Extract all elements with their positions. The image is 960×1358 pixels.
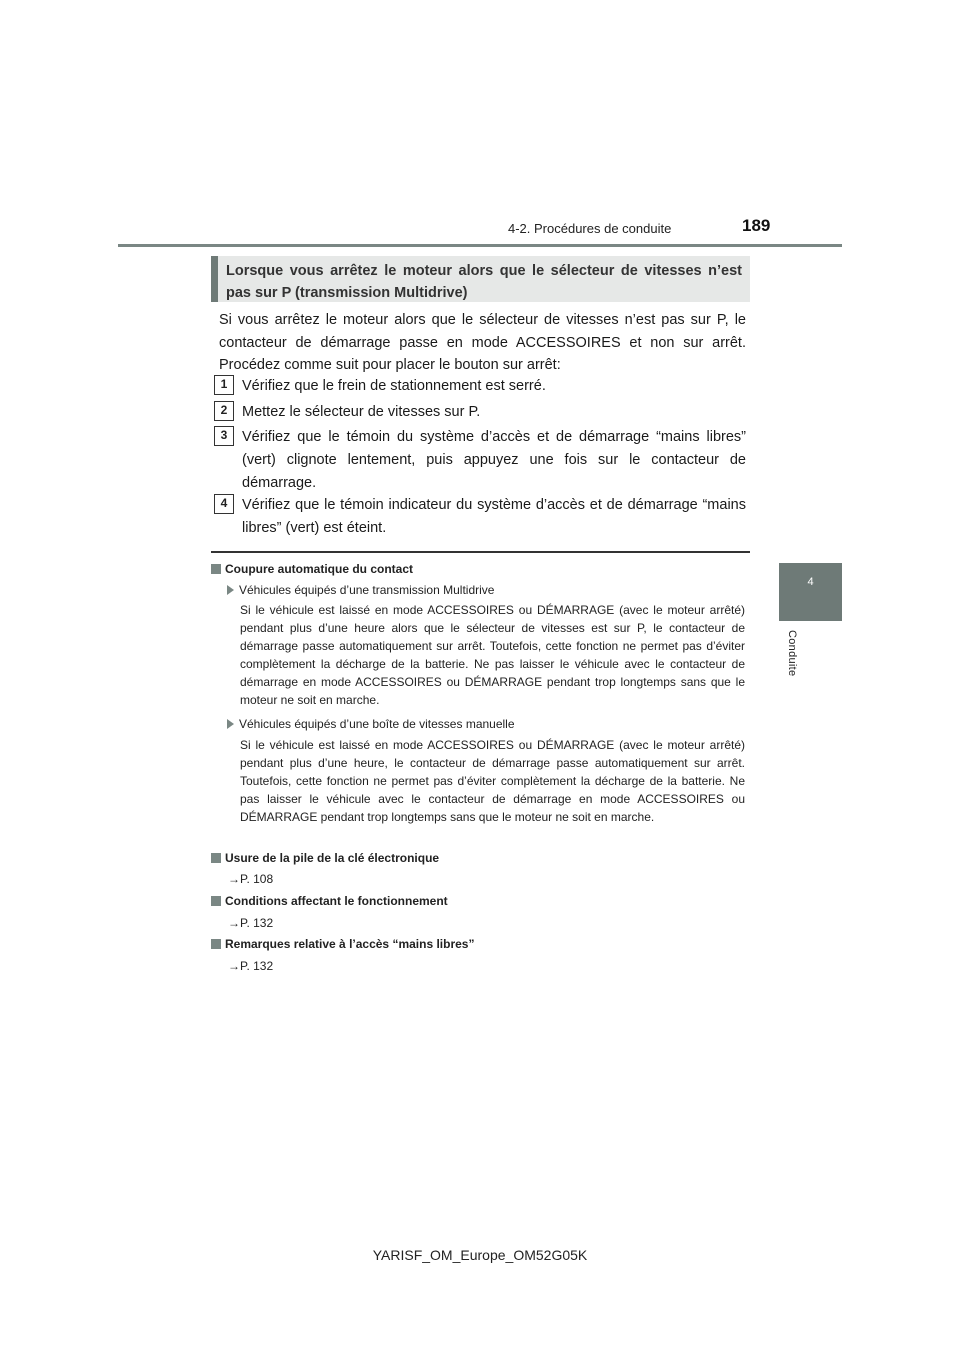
note-subheading-text: Véhicules équipés d’une transmission Multidrive (239, 583, 495, 597)
square-bullet-icon (211, 896, 221, 906)
note-heading (211, 851, 439, 865)
triangle-bullet-icon (227, 719, 234, 729)
header-rule (118, 244, 842, 247)
chapter-tab-number: 4 (807, 576, 814, 588)
note-subheading (227, 717, 515, 731)
note-heading-text: Usure de la pile de la clé électronique (225, 851, 440, 865)
note-heading-text: Conditions affectant le fonctionnement (225, 894, 448, 908)
section-divider (211, 551, 750, 553)
chapter-tab-label: Conduite (786, 630, 798, 677)
section-title: Lorsque vous arrêtez le moteur alors que le sélecteur de vitesses n’est pas sur P (transmission Multidrive) (226, 263, 742, 301)
step-number: 1 (214, 375, 234, 395)
note-heading (211, 562, 413, 576)
document-code-footer: YARISF_OM_Europe_OM52G05K (372, 1247, 588, 1263)
note-heading-text: Coupure automatique du contact (225, 562, 414, 576)
step-text: Vérifiez que le frein de stationnement est serré. (242, 378, 546, 394)
chapter-tab-label-wrap (786, 630, 806, 690)
square-bullet-icon (211, 939, 221, 949)
note-subheading-text: Véhicules équipés d’une boîte de vitesses manuelle (239, 717, 515, 731)
intro-paragraph: Si vous arrêtez le moteur alors que le sélecteur de vitesses n’est pas sur P, le contacteur de démarrage passe en mode ACCESSOIRES et non sur arrêt. Procédez comme suit pour placer le bouton sur arrêt: (219, 312, 746, 373)
page-reference: →P. 132 (228, 916, 274, 930)
square-bullet-icon (211, 853, 221, 863)
square-bullet-icon (211, 564, 221, 574)
note-subheading (227, 583, 494, 597)
section-title-box (211, 256, 750, 302)
note-paragraph: Si le véhicule est laissé en mode ACCESSOIRES ou DÉMARRAGE (avec le moteur arrêté) pendant plus d’une heure, le contacteur de démarrage passe automatiquement sur arrêt. Toutefois, cette fonction ne permet pas d’éviter complètement la décharge de la batterie. Ne pas laisser le véhicule avec le contacteur de démarrage en mode ACCESSOIRES ou DÉMARRAGE pendant trop longtemps sans que le moteur ne soit en marche. (240, 738, 745, 824)
chapter-tab (779, 563, 842, 621)
note-heading-text: Remarques relative à l’accès “mains libres” (225, 937, 475, 951)
triangle-bullet-icon (227, 585, 234, 595)
step-text: Mettez le sélecteur de vitesses sur P. (242, 404, 481, 420)
section-breadcrumb: 4-2. Procédures de conduite (508, 221, 672, 236)
note-heading (211, 894, 448, 908)
page-reference: →P. 108 (228, 872, 274, 886)
note-heading (211, 937, 474, 951)
step-number: 2 (214, 401, 234, 421)
step-number: 4 (214, 494, 234, 514)
page-number: 189 (742, 216, 771, 235)
step-number: 3 (214, 426, 234, 446)
step-text: Vérifiez que le témoin du système d’accès et de démarrage “mains libres” (vert) clignote lentement, puis appuyez une fois sur le contacteur de démarrage. (242, 429, 746, 491)
note-paragraph: Si le véhicule est laissé en mode ACCESSOIRES ou DÉMARRAGE (avec le moteur arrêté) pendant plus d’une heure alors que le sélecteur de vitesses est sur P, le contacteur de démarrage passe automatiquement sur arrêt. Toutefois, cette fonction ne permet pas d’éviter complètement la décharge de la batterie. Ne pas laisser le véhicule avec le contacteur de démarrage en mode ACCESSOIRES ou DÉMARRAGE pendant trop longtemps sans que le moteur ne soit en marche. (240, 603, 745, 707)
page-reference: →P. 132 (228, 959, 274, 973)
step-text: Vérifiez que le témoin indicateur du système d’accès et de démarrage “mains libres” (vert) est éteint. (242, 497, 746, 536)
